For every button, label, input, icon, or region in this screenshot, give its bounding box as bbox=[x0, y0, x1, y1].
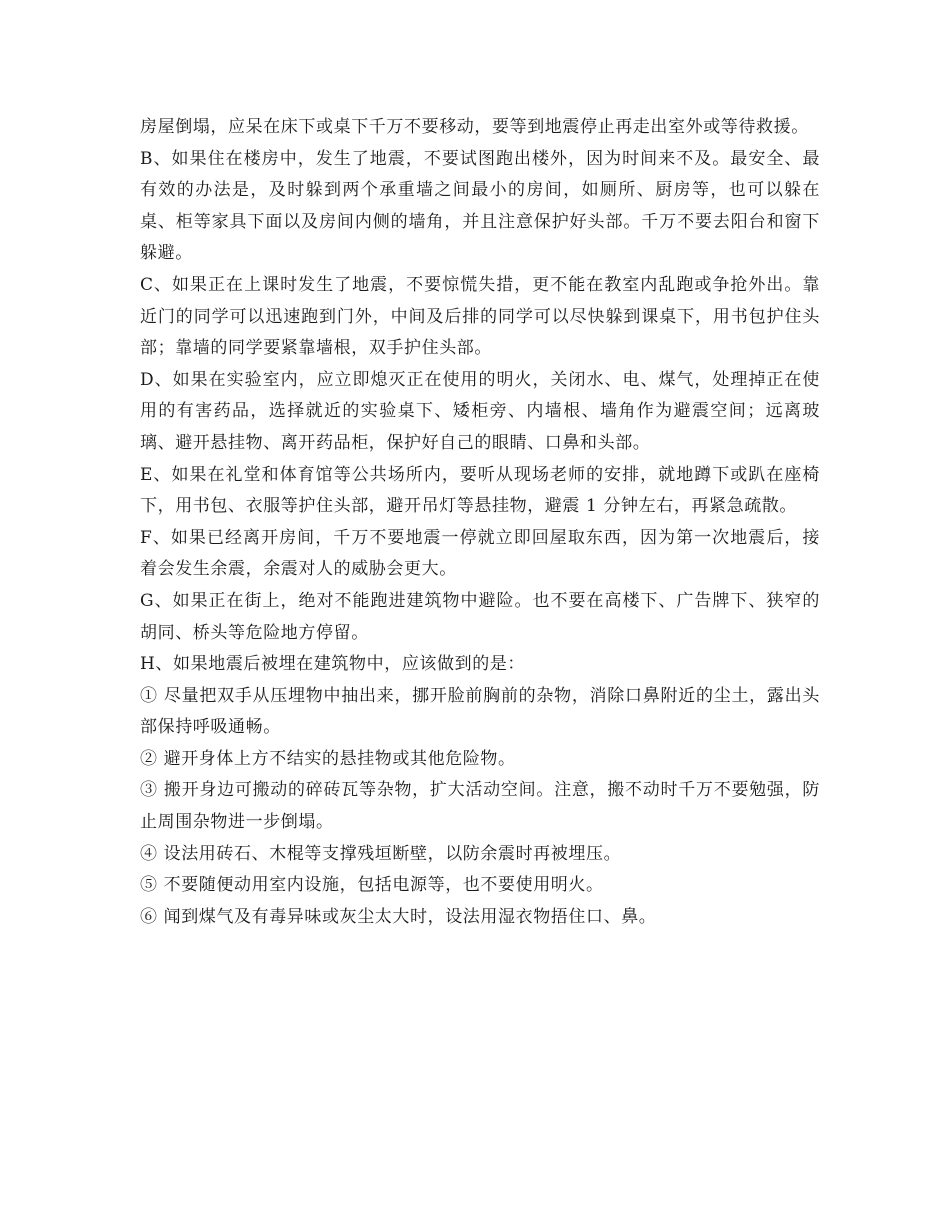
paragraph-collapse-continuation: 房屋倒塌，应呆在床下或桌下千万不要移动，要等到地震停止再走出室外或等待救援。 bbox=[140, 117, 809, 137]
list-item-3: ③ 搬开身边可搬动的碎砖瓦等杂物，扩大活动空间。注意，搬不动时千万不要勉强，防止周围杂物进一步倒塌。 bbox=[140, 780, 820, 833]
list-item-2: ② 避开身体上方不结实的悬挂物或其他危险物。 bbox=[140, 748, 516, 769]
paragraph-e-public-venue: E、如果在礼堂和体育馆等公共场所内，要听从现场老师的安排，就地蹲下或趴在座椅下，用书包、衣服等护住头部，避开吊灯等悬挂物，避震 1 分钟左右，再紧急疏散。 bbox=[140, 464, 820, 517]
paragraph-d-laboratory: D、如果在实验室内，应立即熄灭正在使用的明火，关闭水、电、煤气，处理掉正在使用的有害药品，选择就近的实验桌下、矮柜旁、内墙根、墙角作为避震空间；远离玻璃、避开悬挂物、离开药品柜，保护好自己的眼睛、口鼻和头部。 bbox=[140, 369, 820, 453]
paragraph-h-trapped: H、如果地震后被埋在建筑物中，应该做到的是： bbox=[140, 654, 526, 675]
list-item-5: ⑤ 不要随便动用室内设施，包括电源等，也不要使用明火。 bbox=[140, 875, 604, 896]
paragraph-c-classroom: C、如果正在上课时发生了地震，不要惊慌失措，更不能在教室内乱跑或争抢外出。靠近门的同学可以迅速跑到门外，中间及后排的同学可以尽快躲到课桌下，用书包护住头部；靠墙的同学要紧靠墙根，双手护住头部。 bbox=[140, 274, 820, 359]
list-item-6: ⑥ 闻到煤气及有毒异味或灰尘太大时，设法用湿衣物捂住口、鼻。 bbox=[140, 906, 657, 927]
paragraph-b-building: B、如果住在楼房中，发生了地震，不要试图跑出楼外，因为时间来不及。最安全、最有效的办法是，及时躲到两个承重墙之间最小的房间，如厕所、厨房等，也可以躲在桌、柜等家具下面以及房间内侧的墙角，并且注意保护好头部。千万不要去阳台和窗下躲避。 bbox=[140, 148, 820, 264]
paragraph-f-left-room: F、如果已经离开房间，千万不要地震一停就立即回屋取东西，因为第一次地震后，接着会发生余震，余震对人的威胁会更大。 bbox=[140, 527, 820, 580]
document-body bbox=[140, 112, 820, 933]
list-item-1: ① 尽量把双手从压埋物中抽出来，挪开脸前胸前的杂物，消除口鼻附近的尘土，露出头部保持呼吸通畅。 bbox=[140, 685, 820, 738]
paragraph-g-street: G、如果正在街上，绝对不能跑进建筑物中避险。也不要在高楼下、广告牌下、狭窄的胡同、桥头等危险地方停留。 bbox=[140, 590, 820, 643]
list-item-4: ④ 设法用砖石、木棍等支撑残垣断壁，以防余震时再被埋压。 bbox=[140, 843, 622, 864]
